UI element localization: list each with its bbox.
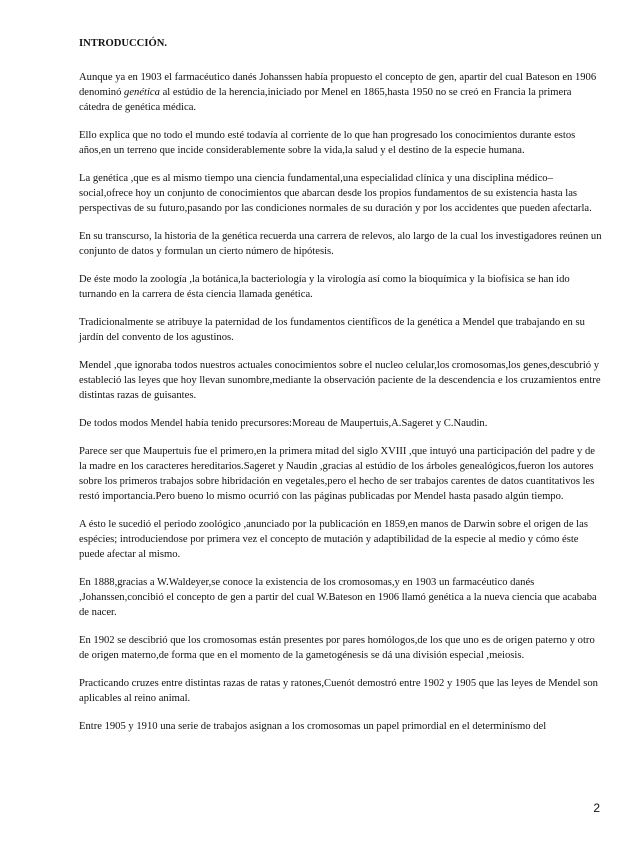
paragraph-4: En su transcurso, la historia de la genética recuerda una carrera de relevos, alo largo de la cual los investigadores reúnen un conjunto de datos y formulan un cierto número de hipótesis. bbox=[79, 231, 602, 257]
paragraph-14: Entre 1905 y 1910 una serie de trabajos asignan a los cromosomas un papel primordial en el determinísmo del bbox=[79, 721, 547, 732]
paragraph-13: Practicando cruzes entre distintas razas de ratas y ratones,Cuenót demostró entre 1902 y 1905 que las leyes de Mendel son aplicables al reino animal. bbox=[79, 678, 598, 704]
paragraph-1-text-a: Aunque ya en 1903 el farmacéutico danés Johanssen había propuesto el concepto de gen, apartir del cual Bateson en 1906 denominó bbox=[79, 72, 597, 98]
section-heading: INTRODUCCIÓN. bbox=[79, 38, 167, 49]
paragraph-2: Ello explica que no todo el mundo esté todavía al corriente de lo que han progresado los conocimientos durante estos años,en un terreno que incide considerablemente sobre la vida,la salud y el destino de la especie humana. bbox=[79, 130, 576, 156]
paragraph-10: A ésto le sucedió el periodo zoológico ,anunciado por la publicación en 1859,en manos de Darwin sobre el origen de las espécies; introduciendose por primera vez el concepto de mutación y adaptibilidad de la especie al medio y cómo éste puede afectar al mismo. bbox=[79, 519, 588, 560]
paragraph-8: De todos modos Mendel había tenido precursores:Moreau de Maupertuis,A.Sageret y C.Naudin. bbox=[79, 418, 488, 429]
page-number: 2 bbox=[593, 801, 600, 815]
paragraph-3: La genética ,que es al mismo tiempo una ciencia fundamental,una especialidad clínica y una disciplina médico–social,ofrece hoy un conjunto de conocimientos que abarcan desde los propios fundamentos de su existencia hasta las perspectivas de su futuro,pasando por las condiciones normales de su duración y por los accidentes que pueden afectarla. bbox=[79, 173, 592, 214]
paragraph-1-text-b: al estúdio de la herencia,iniciado por Menel en 1865,hasta 1950 no se creó en Francia la primera cátedra de genética médica. bbox=[79, 87, 572, 113]
paragraph-9: Parece ser que Maupertuis fue el primero,en la primera mitad del siglo XVIII ,que intuyó una participación del padre y de la madre en los caracteres hereditarios.Sageret y Naudin ,gracias al estúdio de los árboles genealógicos,fueron los autores sobre los primeros trabajos sobre hibridación en vegetales,pero el hecho de ser trabajos carentes de datos cuantitativos les restó importancia.Pero bueno lo mismo ocurrió con las páginas publicadas por Mendel hasta pasado algún tiempo. bbox=[79, 446, 595, 502]
paragraph-12: En 1902 se descibrió que los cromosomas están presentes por pares homólogos,de los que uno es de origen paterno y otro de origen materno,de forma que en el momento de la gametogénesis se dá una división especial ,meiosis. bbox=[79, 635, 595, 661]
paragraph-5: De éste modo la zoología ,la botánica,la bacteriología y la virología así como la bioquímica y la biofísica se han ido turnando en la carrera de ésta ciencia llamada genética. bbox=[79, 274, 570, 300]
document-body bbox=[79, 36, 603, 747]
paragraph-6: Tradicionalmente se atribuye la paternidad de los fundamentos científicos de la genética a Mendel que trabajando en su jardín del convento de los agustinos. bbox=[79, 317, 585, 343]
paragraph-7: Mendel ,que ignoraba todos nuestros actuales conocimientos sobre el nucleo celular,los cromosomas,los genes,descubrió y estableció las leyes que hoy llevan sunombre,mediante la observación paciente de la descendencia e los cruzamientos entre distintas razas de guisantes. bbox=[79, 360, 601, 401]
paragraph-1-emphasis: genética bbox=[124, 87, 160, 98]
paragraph-1 bbox=[79, 70, 603, 115]
paragraph-11: En 1888,gracias a W.Waldeyer,se conoce la existencia de los cromosomas,y en 1903 un farmacéutico danés ,Johanssen,concibió el concepto de gen a partir del cual W.Bateson en 1906 llamó genética a la nueva ciencia que acababa de nacer. bbox=[79, 577, 597, 618]
